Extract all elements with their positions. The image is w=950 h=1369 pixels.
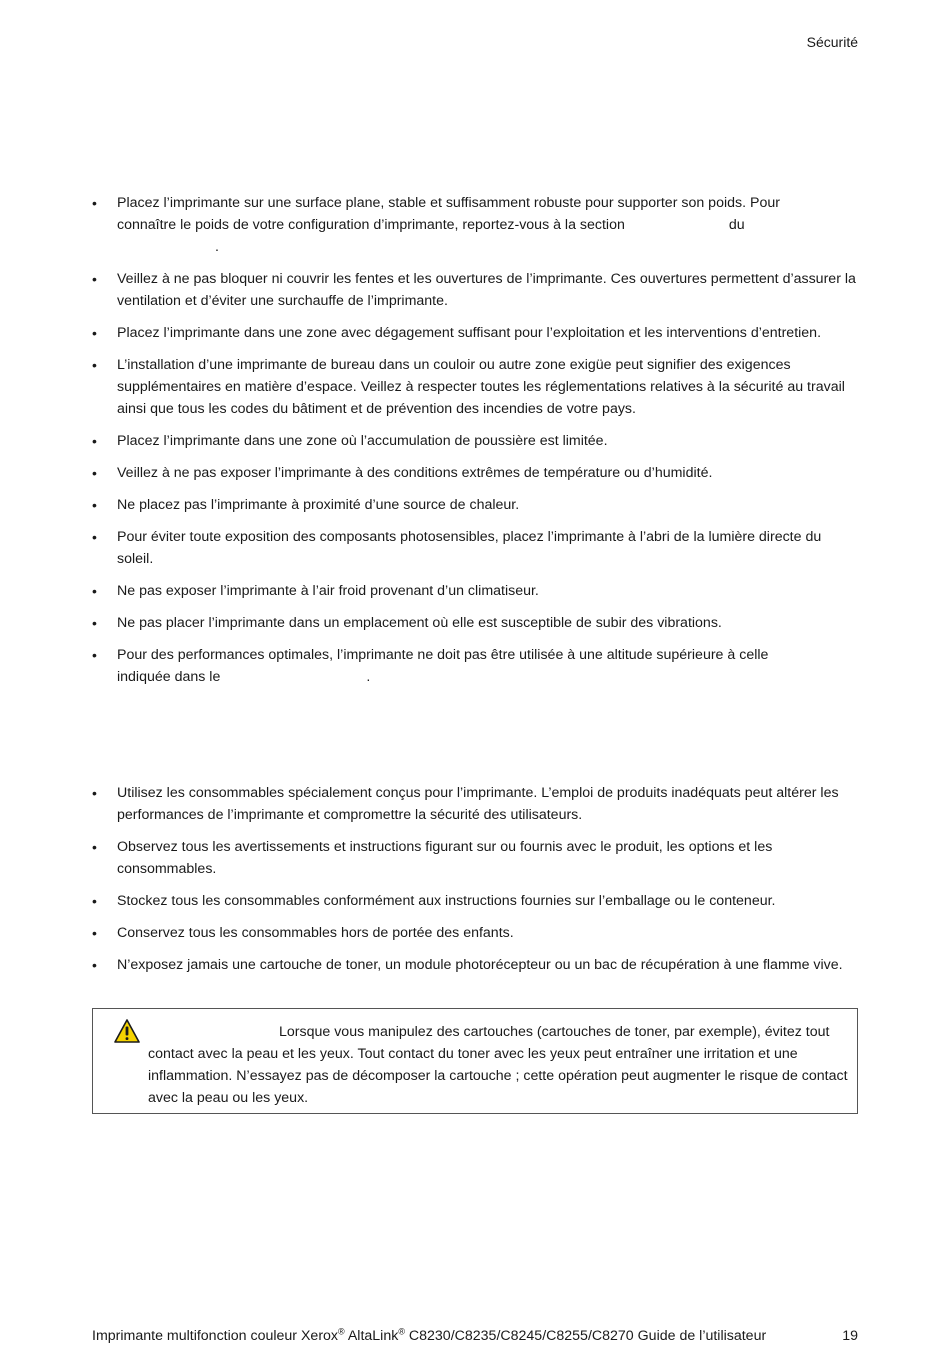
list-item bbox=[92, 644, 860, 688]
registered-mark: ® bbox=[338, 1326, 345, 1337]
list-item: • Observez tous les avertissements et instructions figurant sur ou fournis avec le produit, les options et les consommables. bbox=[92, 836, 860, 880]
warning-notice bbox=[92, 1008, 858, 1114]
list-item-text-line1: Pour des performances optimales, l’imprimante ne doit pas être utilisée à une altitude supérieure à celle bbox=[117, 647, 769, 663]
list-item bbox=[92, 192, 860, 258]
list-item: • L’installation d’une imprimante de bureau dans un couloir ou autre zone exigüe peut signifier des exigences supplémentaires en matière d’espace. Veillez à respecter toutes les réglementations relatives à la sécurité au travail ainsi que tous les codes du bâtiment et de prévention des incendies de votre pays. bbox=[92, 354, 860, 420]
page-number: 19 bbox=[842, 1328, 858, 1344]
footer-title-part: Imprimante multifonction couleur Xerox bbox=[92, 1328, 339, 1344]
footer-document-title bbox=[92, 1325, 792, 1347]
list-item-text-line2: indiquée dans le bbox=[117, 669, 221, 685]
list-item-text-period: . bbox=[215, 239, 219, 255]
warning-triangle-icon bbox=[113, 1018, 141, 1044]
list-item: • Ne pas placer l’imprimante dans un emplacement où elle est susceptible de subir des vibrations. bbox=[92, 612, 860, 634]
footer-title-part: C8230/C8235/C8245/C8255/C8270 Guide de l’utilisateur bbox=[404, 1328, 767, 1344]
list-item: • Placez l’imprimante dans une zone avec dégagement suffisant pour l’exploitation et les interventions d’entretien. bbox=[92, 322, 860, 344]
list-item: • Veillez à ne pas exposer l’imprimante à des conditions extrêmes de température ou d’humidité. bbox=[92, 462, 860, 484]
list-item: • Ne placez pas l’imprimante à proximité d’une source de chaleur. bbox=[92, 494, 860, 516]
list-item: • Utilisez les consommables spécialement conçus pour l’imprimante. L’emploi de produits inadéquats peut altérer les performances de l’imprimante et compromettre la sécurité des utilisateurs. bbox=[92, 782, 860, 826]
consumables-guidelines-list bbox=[92, 782, 860, 986]
placement-guidelines-list bbox=[92, 192, 860, 698]
list-item: • Ne pas exposer l’imprimante à l’air froid provenant d’un climatiseur. bbox=[92, 580, 860, 602]
list-item: • Placez l’imprimante dans une zone où l’accumulation de poussière est limitée. bbox=[92, 430, 860, 452]
list-item: • Stockez tous les consommables conformément aux instructions fournies sur l’emballage ou le conteneur. bbox=[92, 890, 860, 912]
list-item: • Pour éviter toute exposition des composants photosensibles, placez l’imprimante à l’abri de la lumière directe du soleil. bbox=[92, 526, 860, 570]
list-item: • Veillez à ne pas bloquer ni couvrir les fentes et les ouvertures de l’imprimante. Ces ouvertures permettent d’assurer la ventilation et d’éviter une surchauffe de l’imprimante. bbox=[92, 268, 860, 312]
list-item-text-line2: connaître le poids de votre configuration d’imprimante, reportez-vous à la section bbox=[117, 217, 625, 233]
footer-title-part: AltaLink bbox=[344, 1328, 399, 1344]
running-header-section: Sécurité bbox=[806, 34, 858, 50]
list-item-text-line1: Placez l’imprimante sur une surface plane, stable et suffisamment robuste pour supporter son poids. Pour bbox=[117, 195, 780, 211]
list-item-text-period: . bbox=[366, 669, 371, 685]
list-item: • N’exposez jamais une cartouche de toner, un module photorécepteur ou un bac de récupération à une flamme vive. bbox=[92, 954, 860, 976]
list-item: • Conservez tous les consommables hors de portée des enfants. bbox=[92, 922, 860, 944]
warning-text: Lorsque vous manipulez des cartouches (cartouches de toner, par exemple), évitez tout contact avec la peau et les yeux. Tout contact du toner avec les yeux peut entraîner une irritation et une inflammation. N’essayez pas de décomposer la cartouche ; cette opération peut augmenter le risque de contact avec la peau ou les yeux. bbox=[148, 1024, 848, 1106]
registered-mark: ® bbox=[398, 1326, 405, 1337]
list-item-text-du: du bbox=[728, 217, 745, 233]
